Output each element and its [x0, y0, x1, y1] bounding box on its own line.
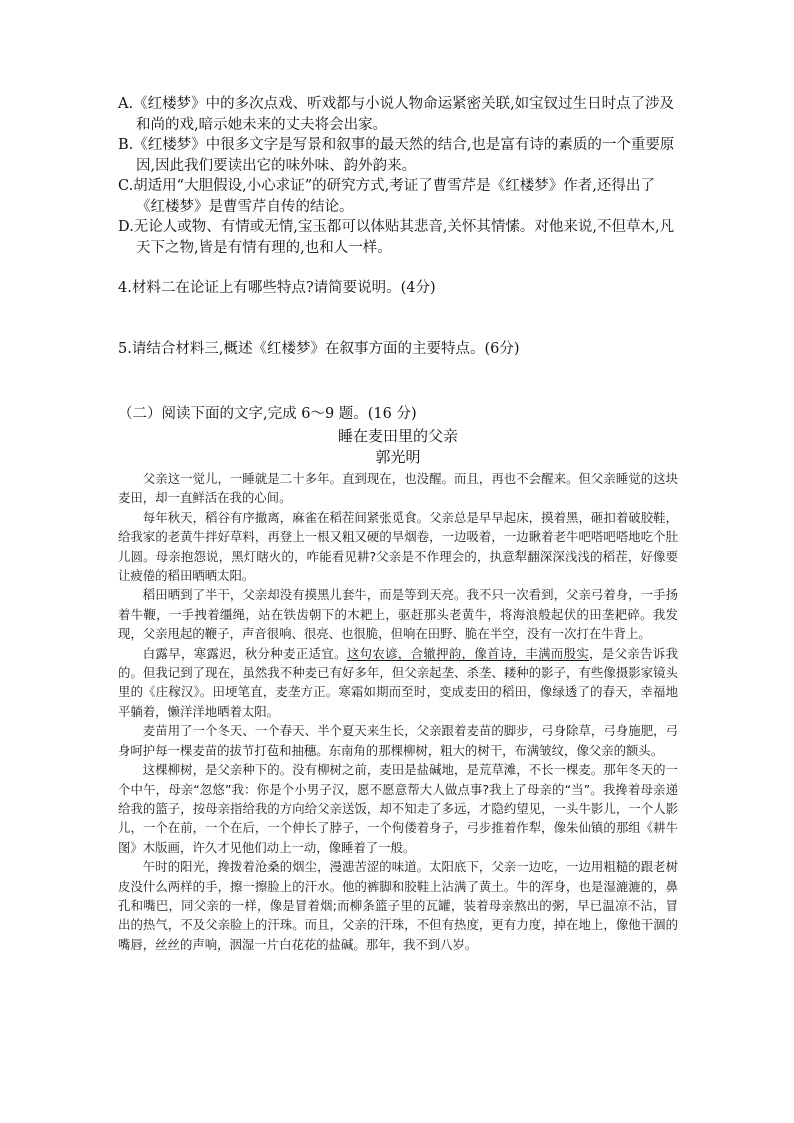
question-4: 4.材料二在论证上有哪些特点?请简要说明。(4分)	[118, 280, 436, 296]
option-c: C.胡适用“大胆假设,小心求证”的研究方式,考证了曹雪芹是《红楼梦》作者,还得出了《红楼梦》是曹雪芹自传的结论。	[118, 178, 655, 215]
story-paragraph: 每年秋天，稻谷有序撤离，麻雀在稻茬间紧张觅食。父亲总是早早起床，摸着黑，砸扣着破胶鞋，给我家的老黄牛拌好草料，再登上一根又粗又硬的旱烟卷，一边吸着，一边瞅着老牛吧嗒吧嗒地吃个肚儿圆。母亲抱怨说，黑灯瞎火的，咋能看见耕?父亲是不作理会的，执意犁翻深深浅浅的稻茬，好像要让疲倦的稻田晒晒太阳。	[118, 509, 678, 584]
story-body	[118, 469, 678, 954]
story-paragraph: 麦苗用了一个冬天、一个春天、半个夏天来生长，父亲跟着麦苗的脚步，弓身除草，弓身施肥，弓身呵护每一棵麦苗的拔节打苞和抽穗。东南角的那棵柳树，粗大的树干，布满皱纹，像父亲的额头。	[118, 723, 678, 758]
paragraph-text: 白露早，寒露迟，秋分种麦正适宜。	[142, 645, 347, 661]
option-d: D.无论人或物、有情或无情,宝玉都可以体贴其悲音,关怀其情愫。对他来说,不但草木,凡天下之物,皆是有情有理的,也和人一样。	[118, 219, 675, 256]
section-heading: （二）阅读下面的文字,完成 6～9 题。(16 分)	[118, 406, 417, 422]
option-a: A.《红楼梦》中的多次点戏、听戏都与小说人物命运紧密关联,如宝钗过生日时点了涉及和尚的戏,暗示她未来的丈夫将会出家。	[118, 96, 675, 133]
answer-options	[118, 94, 678, 258]
story-paragraph: 这棵柳树，是父亲种下的。没有柳树之前，麦田是盐碱地，是荒草滩，不长一棵麦。那年冬天的一个中午，母亲“忽悠”我：你是个小男子汉，愿不愿意帮大人做点事?我上了母亲的“当”。我搀着母亲递给我的篮子，按母亲指给我的方向给父亲送饭，却不知走了多远，才隐约望见，一头牛影儿，一个人影儿，一个在前，一个在后，一个伸长了脖子，一个佝偻着身子，弓步推着作犁，像朱仙镇的那组《耕牛图》木版画，许久才见他们动上一动，像睡着了一般。	[118, 762, 678, 855]
option-b: B.《红楼梦》中很多文字是写景和叙事的最天然的结合,也是富有诗的素质的一个重要原因,因此我们要读出它的味外味、韵外韵来。	[118, 137, 675, 174]
story-paragraph	[118, 644, 678, 722]
paragraph-text: ，是父亲告诉我的。但我记到了现在，虽然我不种麦已有好多年，但父亲起垄、杀垄、耧种的影子，有些像摄影家镜头里的《庄稼汉》。田埂笔直，麦垄方正。寒霜如期而至时，变成麦田的稻田，像绿透了的春天，幸福地平躺着，懒洋洋地晒着太阳。	[118, 645, 679, 719]
story-author: 郭光明	[375, 448, 421, 466]
story-paragraph: 父亲这一觉儿，一睡就是二十多年。直到现在，也没醒。而且，再也不会醒来。但父亲睡觉的这块麦田，却一直鲜活在我的心间。	[118, 471, 678, 506]
story-paragraph: 午时的阳光，搀拨着沧桑的烟尘，漫漶苦涩的味道。太阳底下，父亲一边吃，一边用粗糙的跟老树皮没什么两样的手，擦一擦脸上的汗水。他的裤脚和胶鞋上沾满了黄土。牛的浑身，也是湿漉漉的，鼻孔和嘴巴，同父亲的一样，像是冒着烟;而柳条篮子里的瓦罐，装着母亲熬出的粥，早已温凉不沾，冒出的热气，不及父亲脸上的汗珠。而且，父亲的汗珠，不但有热度，更有力度，掉在地上，像他干涸的嘴唇，丝丝的声响，洇湿一片白花花的盐碱。那年，我不到八岁。	[118, 859, 678, 952]
story-title: 睡在麦田里的父亲	[337, 427, 458, 445]
underlined-sentence: 这句农谚，合辙押韵，像首诗，丰满而殷实	[346, 645, 590, 661]
question-5: 5.请结合材料三,概述《红楼梦》在叙事方面的主要特点。(6分)	[118, 341, 520, 357]
story-paragraph: 稻田晒到了半干，父亲却没有摸黑儿套牛，而是等到天亮。我不只一次看到，父亲弓着身，一手扬着牛鞭，一手拽着缰绳，站在铁齿朝下的木耙上，驱赶那头老黄牛，将海浪般起伏的田垄耙碎。我发现，父亲甩起的鞭子，声音很响、很亮、也很脆，但响在田野、脆在半空，没有一次打在牛背上。	[118, 587, 678, 642]
